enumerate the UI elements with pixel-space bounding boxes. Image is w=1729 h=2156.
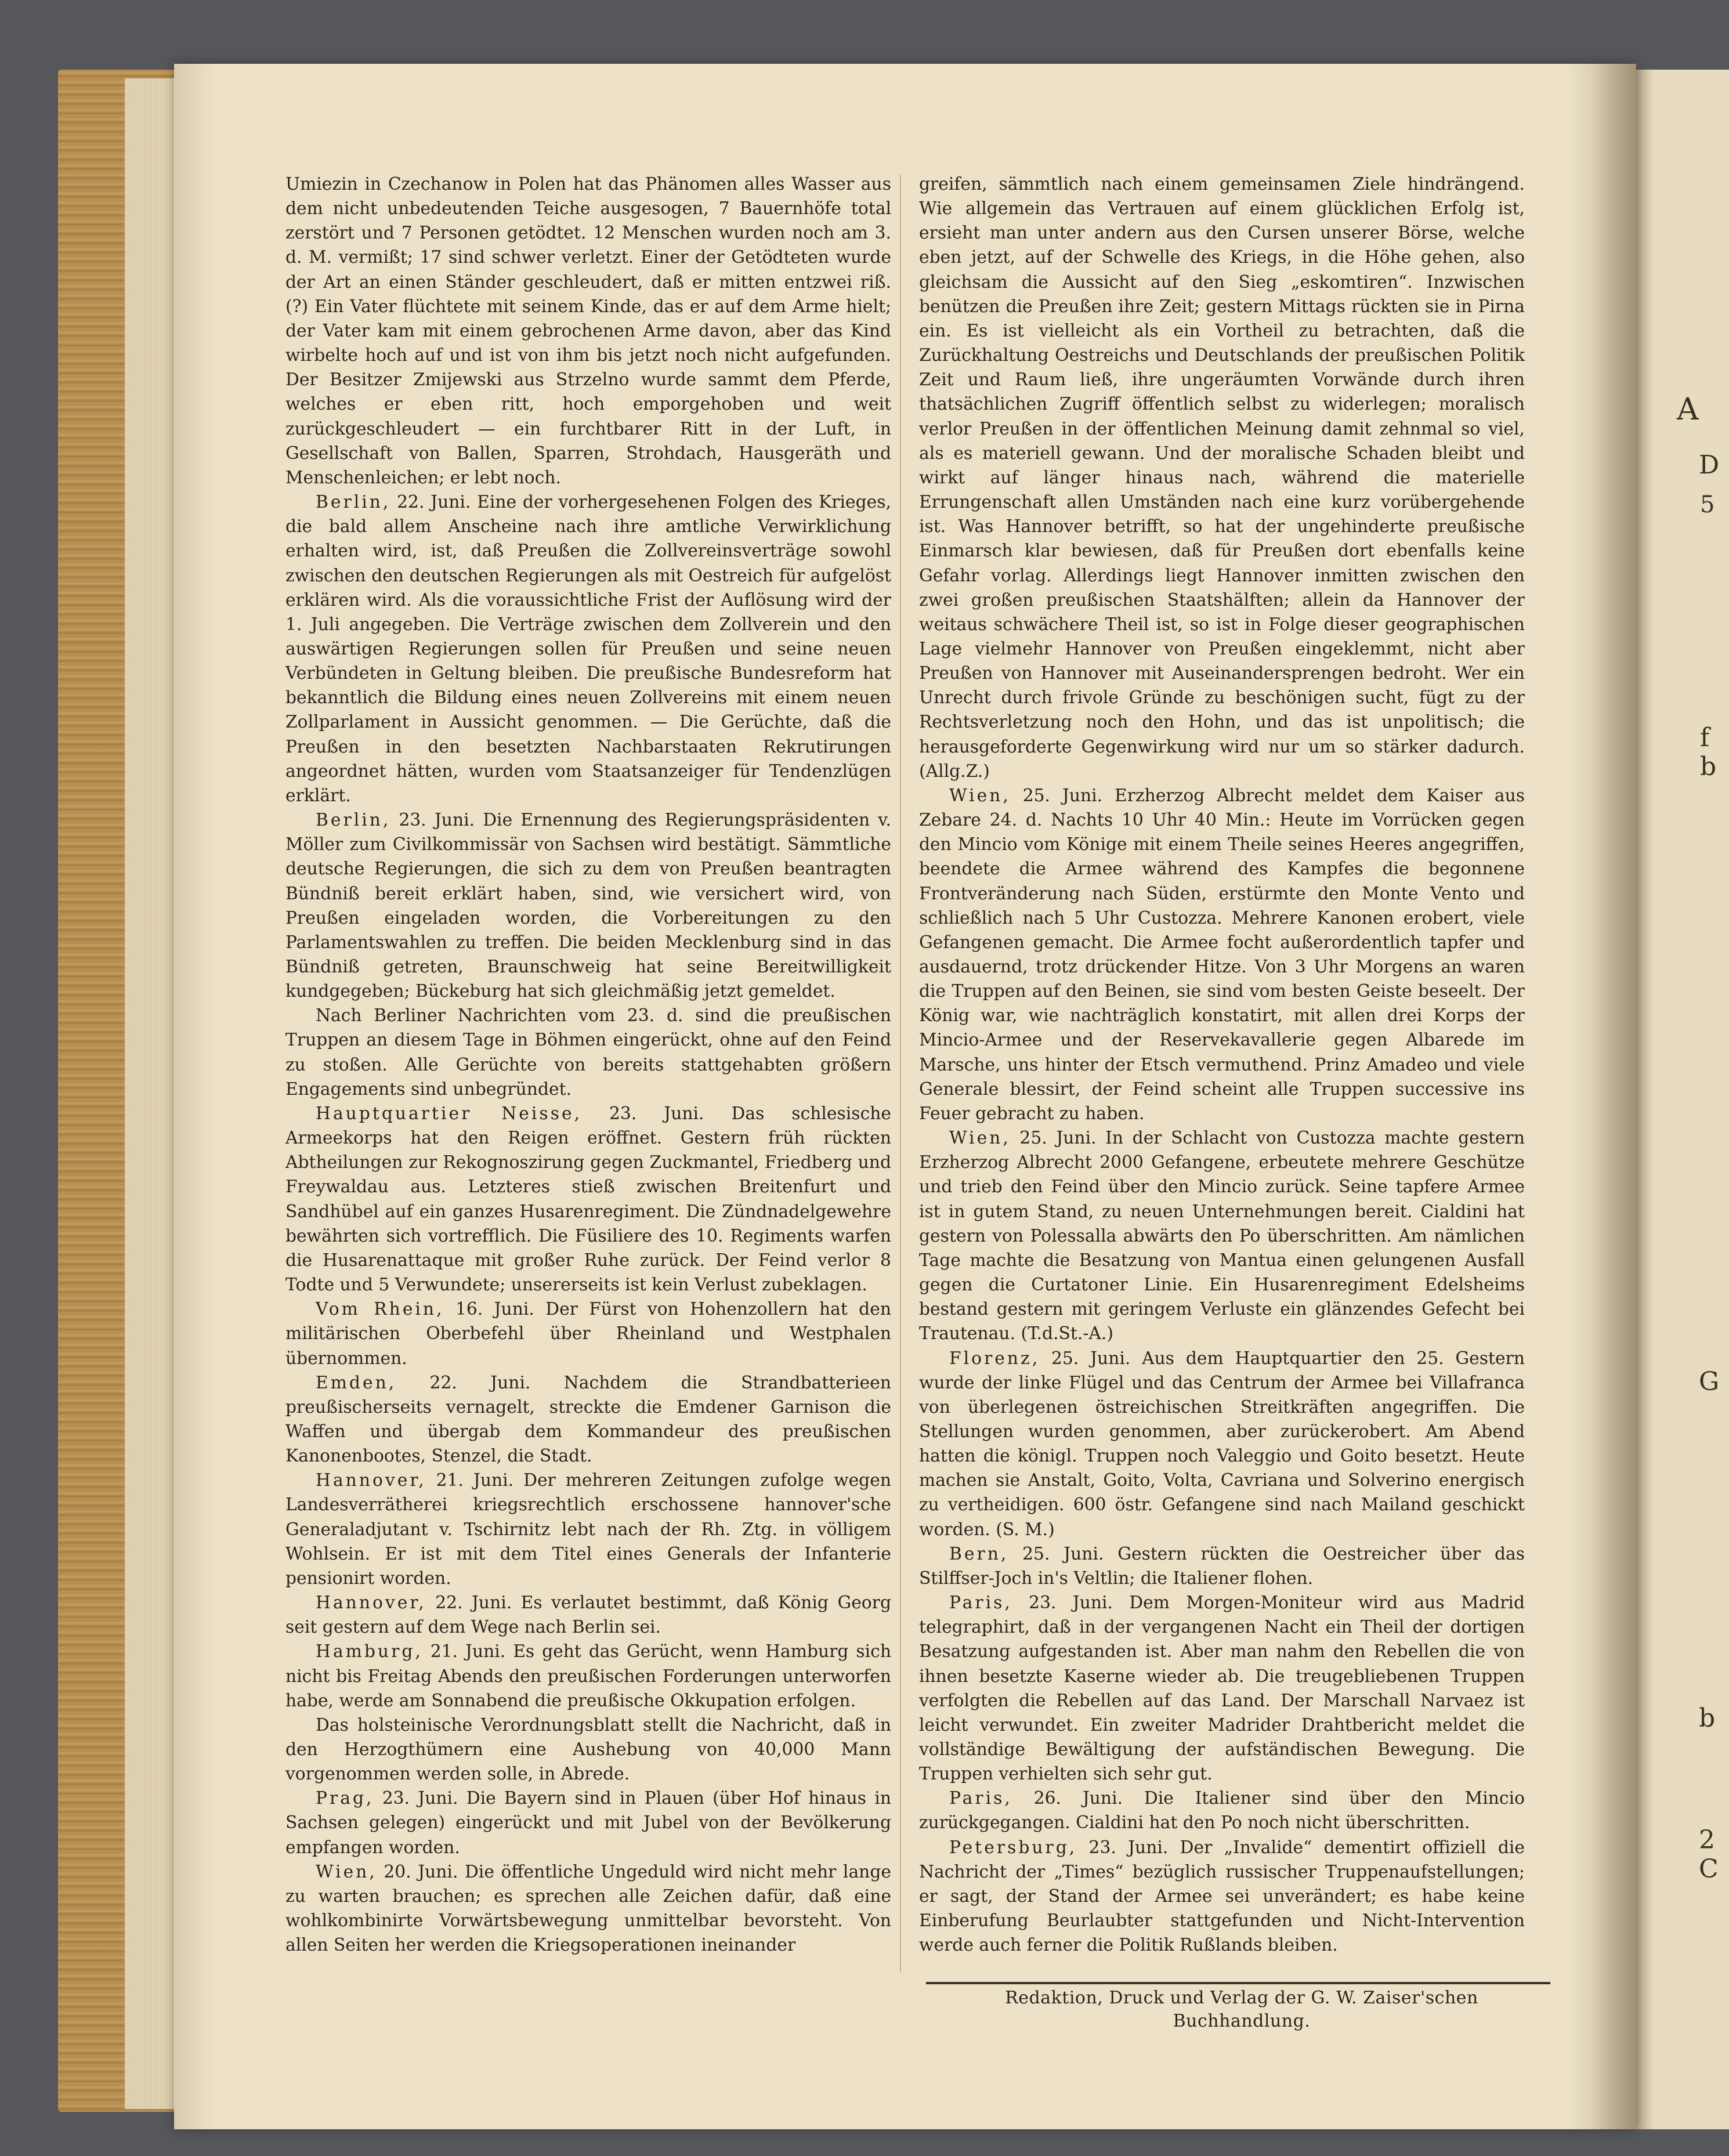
article-paragraph: Das holsteinische Verordnungsblatt stellt die Nachricht, daß in den Herzogthümern eine Aushebung von 40,000 Mann vorgenommen werden solle, in Abrede.: [285, 1714, 891, 1785]
dateline-place: Hauptquartier Neisse,: [316, 1103, 583, 1124]
article-paragraph: Hamburg, 21. Juni. Es geht das Gerücht, wenn Hamburg sich nicht bis Freitag Abends den preußischen Forderungen unterworfen habe, werde am Sonnabend die preußische Okkupation erfolgen.: [285, 1641, 891, 1711]
dateline-place: Berlin,: [316, 492, 391, 513]
dateline-place: Wien,: [949, 785, 1011, 806]
publisher-imprint: Redaktion, Druck und Verlag der G. W. Zaiser'schen Buchhandlung.: [1005, 1988, 1478, 2031]
article-paragraph: greifen, sämmtlich nach einem gemeinsamen Ziele hindrängend. Wie allgemein das Vertrauen auf einem glücklichen Erfolg ist, ersieht man unter andern aus den Cursen unserer Börse, welche eben jetzt, auf der Schwelle des Kriegs, in die Höhe gehen, also gleichsam die Aussicht auf den Sieg „eskomtiren“. Inzwischen benützen die Preußen ihre Zeit; gestern Mittags rückten sie in Pirna ein. Es ist vielleicht als ein Vortheil zu betrachten, daß die Zurückhaltung Oestreichs und Deutschlands der preußischen Politik Zeit und Raum ließ, ihre ungeräumten Vorwände durch ihren thatsächlichen Zugriff öffentlich selbst zu widerlegen; moralisch verlor Preußen in der öffentlichen Meinung damit zehnmal so viel, als es materiell gewann. Und der moralische Schaden bleibt und wirkt auf länger hinaus nach, während die materielle Errungenschaft allen Umständen nach eine kurz vorübergehende ist. Was Hannover betrifft, so hat der ungehinderte preußische Einmarsch klar bewiesen, daß für Preußen dort ebenfalls keine Gefahr vorlag. Allerdings liegt Hannover inmitten zwischen den zwei großen preußischen Staatshälften; allein da Hannover der weitaus schwächere Theil ist, so ist in Folge dieser geographischen Lage vielmehr Hannover von Preußen eingeklemmt, nicht aber Preußen von Hannover mit Auseinandersprengen bedroht. Wer ein Unrecht durch frivole Gründe zu beschönigen sucht, fügt zu der Rechtsverletzung noch den Hohn, und das ist unpolitisch; die herausgeforderte Gegenwirkung wird nur um so stärker dadurch. (Allg.Z.): [919, 174, 1525, 782]
dateline-place: Hannover,: [316, 1470, 426, 1491]
facing-page-fragment: A: [1677, 392, 1699, 427]
dateline-place: Vom Rhein,: [316, 1299, 444, 1320]
dateline-place: Prag,: [316, 1788, 374, 1809]
article-paragraph: Wien, 25. Juni. In der Schlacht von Custozza machte gestern Erzherzog Albrecht 2000 Gefangene, erbeutete mehrere Geschütze und trieb den Feind über den Mincio zurück. Seine tapfere Armee ist in gutem Stand, zu neuen Unternehmungen bereit. Cialdini hat gestern von Polessalla abwärts den Po überschritten. Am nämlichen Tage machte die Besatzung von Mantua einen gelungenen Ausfall gegen die Curtatoner Linie. Ein Husarenregiment Edelsheims bestand gestern mit geringem Verluste ein glänzendes Gefecht bei Trautenau. (T.d.St.-A.): [919, 1128, 1525, 1344]
article-paragraph: Hauptquartier Neisse, 23. Juni. Das schlesische Armeekorps hat den Reigen eröffnet. Gestern früh rückten Abtheilungen zur Rekognoszirung gegen Zuckmantel, Friedberg und Freywaldau aus. Letzteres stieß zwischen Breitenfurt und Sandhübel auf ein ganzes Husarenregiment. Die Zündnadelgewehre bewährten sich vortrefflich. Die Füsiliere des 10. Regiments warfen die Husarenattaque mit großer Ruhe zurück. Der Feind verlor 8 Todte und 5 Verwundete; unsererseits ist kein Verlust zubeklagen.: [285, 1103, 891, 1296]
dateline-place: Emden,: [316, 1372, 397, 1393]
page-curve-shadow: [1567, 64, 1636, 2129]
article-paragraph: Vom Rhein, 16. Juni. Der Fürst von Hohenzollern hat den militärischen Oberbefehl über Rheinland und Westphalen übernommen.: [285, 1299, 891, 1369]
dateline-place: Berlin,: [316, 810, 391, 831]
article-paragraph: Hannover, 22. Juni. Es verlautet bestimmt, daß König Georg seit gestern auf dem Wege nach Berlin sei.: [285, 1593, 891, 1638]
facing-page-fragment: 2: [1699, 1825, 1715, 1855]
article-paragraph: Umiezin in Czechanow in Polen hat das Phänomen alles Wasser aus dem nicht unbedeutenden Teiche ausgesogen, 7 Bauernhöfe total zerstört und 7 Personen getödtet. 12 Menschen wurden noch am 3. d. M. vermißt; 17 sind schwer verletzt. Einer der Getödteten wurde der Art an einen Ständer geschleudert, daß er mitten entzwei riß. (?) Ein Vater flüchtete mit seinem Kinde, das er auf dem Arme hielt; der Vater kam mit einem gebrochenen Arme davon, aber das Kind wirbelte hoch auf und ist von ihm bis jetzt noch nicht aufgefunden. Der Besitzer Zmijewski aus Strzelno wurde sammt dem Pferde, welches er eben ritt, hoch emporgehoben und weit zurückgeschleudert — ein furchtbarer Ritt in der Luft, in Gesellschaft von Ballen, Sparren, Strohdach, Hausgeräth und Menschenleichen; er lebt noch.: [285, 174, 891, 488]
article-paragraph: Emden, 22. Juni. Nachdem die Strandbatterieen preußischerseits vernagelt, streckte die Emdener Garnison die Waffen und übergab dem Kommandeur des preußischen Kanonenbootes, Stenzel, die Stadt.: [285, 1372, 891, 1467]
facing-page-fragment: C: [1699, 1854, 1719, 1884]
article-paragraph: Wien, 25. Juni. Erzherzog Albrecht meldet dem Kaiser aus Zebare 24. d. Nachts 10 Uhr 40 Min.: Heute im Vorrücken gegen den Mincio vom Könige mit einem Theile seines Heeres angegriffen, beendete die Armee während des Kampfes die begonnene Frontveränderung nach Süden, erstürmte den Monte Vento und schließlich nach 5 Uhr Custozza. Mehrere Kanonen erobert, viele Gefangenen gemacht. Die Armee focht außerordentlich tapfer und ausdauernd, trotz drückender Hitze. Von 3 Uhr Morgens an waren die Truppen auf den Beinen, sie sind vom besten Geiste beseelt. Der König war, wie nachträglich konstatirt, mit allen drei Korps der Mincio-Armee und der Reservekavallerie gegen Albarede im Marsche, uns hinter der Etsch vermuthend. Prinz Amadeo und viele Generale blessirt, der Feind scheint alle Truppen successive ins Feuer gebracht zu haben.: [919, 785, 1525, 1124]
facing-page-fragment: f: [1700, 723, 1710, 753]
facing-page-fragment: 5: [1700, 491, 1715, 518]
dateline-place: Paris,: [949, 1593, 1012, 1614]
column-divider: [900, 174, 901, 1973]
article-paragraph: Petersburg, 23. Juni. Der „Invalide“ dementirt offiziell die Nachricht der „Times“ bezüglich russischer Truppenaufstellungen; er sagt, der Stand der Armee sei unverändert; es habe keine Einberufung Beurlaubter stattgefunden und Nicht-Intervention werde auch ferner die Politik Rußlands bleiben.: [919, 1837, 1525, 1956]
imprint-rule: [926, 1982, 1550, 1984]
left-column: [285, 172, 891, 1958]
dateline-place: Wien,: [949, 1128, 1011, 1149]
facing-page-sliver: [1630, 70, 1729, 2129]
article-paragraph: Berlin, 22. Juni. Eine der vorhergesehenen Folgen des Krieges, die bald allem Anscheine nach ihre amtliche Verwirklichung erhalten wird, ist, daß Preußen die Zollvereinsverträge sowohl zwischen den deutschen Regierungen als mit Oestreich für aufgelöst erklären wird. Als die voraussichtliche Frist der Auflösung wird der 1. Juli angegeben. Die Verträge zwischen dem Zollverein und den auswärtigen Regierungen sollen für Preußen und seine neuen Verbündeten in Geltung bleiben. Die preußische Bundesreform hat bekanntlich die Bildung eines neuen Zollvereins mit einem neuen Zollparlament in Aussicht genommen. — Die Gerüchte, daß die Preußen in den besetzten Nachbarstaaten Rekrutirungen angeordnet hätten, wurden vom Staatsanzeiger für Tendenzlügen erklärt.: [285, 492, 891, 806]
dateline-place: Hamburg,: [316, 1641, 423, 1662]
dateline-place: Hannover,: [316, 1593, 426, 1614]
facing-page-fragment: G: [1699, 1367, 1720, 1397]
article-paragraph: Florenz, 25. Juni. Aus dem Hauptquartier den 25. Gestern wurde der linke Flügel und das Centrum der Armee bei Villafranca von überlegenen östreichischen Streitkräften angegriffen. Die Stellungen wurden genommen, aber zurückerobert. Am Abend hatten die königl. Truppen noch Valeggio und Goito besetzt. Heute machen sie Anstalt, Goito, Volta, Cavriana und Solverino energisch zu vertheidigen. 600 östr. Gefangene sind nach Mailand geschickt worden. (S. M.): [919, 1348, 1525, 1540]
facing-page-fragment: D: [1699, 450, 1720, 480]
dateline-place: Wien,: [316, 1861, 377, 1882]
dateline-place: Paris,: [949, 1788, 1012, 1809]
article-paragraph: Bern, 25. Juni. Gestern rückten die Oestreicher über das Stilffser-Joch in's Veltlin; die Italiener flohen.: [919, 1543, 1525, 1589]
right-column: [919, 172, 1525, 1958]
article-paragraph: Paris, 23. Juni. Dem Morgen-Moniteur wird aus Madrid telegraphirt, daß in der vergangenen Nacht ein Theil der dortigen Besatzung aufgestanden ist. Aber man nahm den Rebellen die von ihnen besetzte Kaserne wieder ab. Die treugebliebenen Truppen verfolgten die Rebellen auf das Land. Der Marschall Narvaez ist leicht verwundet. Ein zweiter Madrider Drahtbericht meldet die vollständige Bewältigung der aufständischen Bewegung. Die Truppen verhielten sich sehr gut.: [919, 1593, 1525, 1785]
facing-page-fragment: b: [1699, 1703, 1716, 1733]
article-paragraph: Wien, 20. Juni. Die öffentliche Ungeduld wird nicht mehr lange zu warten brauchen; es sprechen alle Zeichen dafür, daß eine wohlkombinirte Vorwärtsbewegung unmittelbar bevorsteht. Von allen Seiten her werden die Kriegsoperationen ineinander: [285, 1861, 891, 1956]
article-paragraph: Berlin, 23. Juni. Die Ernennung des Regierungspräsidenten v. Möller zum Civilkommissär von Sachsen wird bestätigt. Sämmtliche deutsche Regierungen, die sich zu dem von Preußen beantragten Bündniß bereit erklärt haben, sind, wie versichert wird, von Preußen eingeladen worden, die Vorbereitungen zu den Parlamentswahlen zu treffen. Die beiden Mecklenburg sind in das Bündniß getreten, Braunschweig hat seine Bereitwilligkeit kundgegeben; Bückeburg hat sich gleichmäßig jetzt gemeldet.: [285, 810, 891, 1002]
article-paragraph: Paris, 26. Juni. Die Italiener sind über den Mincio zurückgegangen. Cialdini hat den Po noch nicht überschritten.: [919, 1788, 1525, 1833]
article-paragraph: Prag, 23. Juni. Die Bayern sind in Plauen (über Hof hinaus in Sachsen gelegen) eingerückt und mit Jubel von der Bevölkerung empfangen worden.: [285, 1788, 891, 1858]
facing-page-fragment: b: [1700, 752, 1717, 782]
article-paragraph: Nach Berliner Nachrichten vom 23. d. sind die preußischen Truppen an diesem Tage in Böhmen eingerückt, ohne auf den Feind zu stoßen. Alle Gerüchte von bereits stattgehabten größern Engagements sind unbegründet.: [285, 1005, 891, 1099]
dateline-place: Florenz,: [949, 1348, 1040, 1369]
article-paragraph: Hannover, 21. Juni. Der mehreren Zeitungen zufolge wegen Landesverrätherei kriegsrechtlich erschossene hannover'sche Generaladjutant v. Tschirnitz lebt nach der Rh. Ztg. in völligem Wohlsein. Er ist mit dem Titel eines Generals der Infanterie pensionirt worden.: [285, 1470, 891, 1589]
dateline-place: Petersburg,: [949, 1837, 1077, 1858]
dateline-place: Bern,: [949, 1543, 1009, 1564]
